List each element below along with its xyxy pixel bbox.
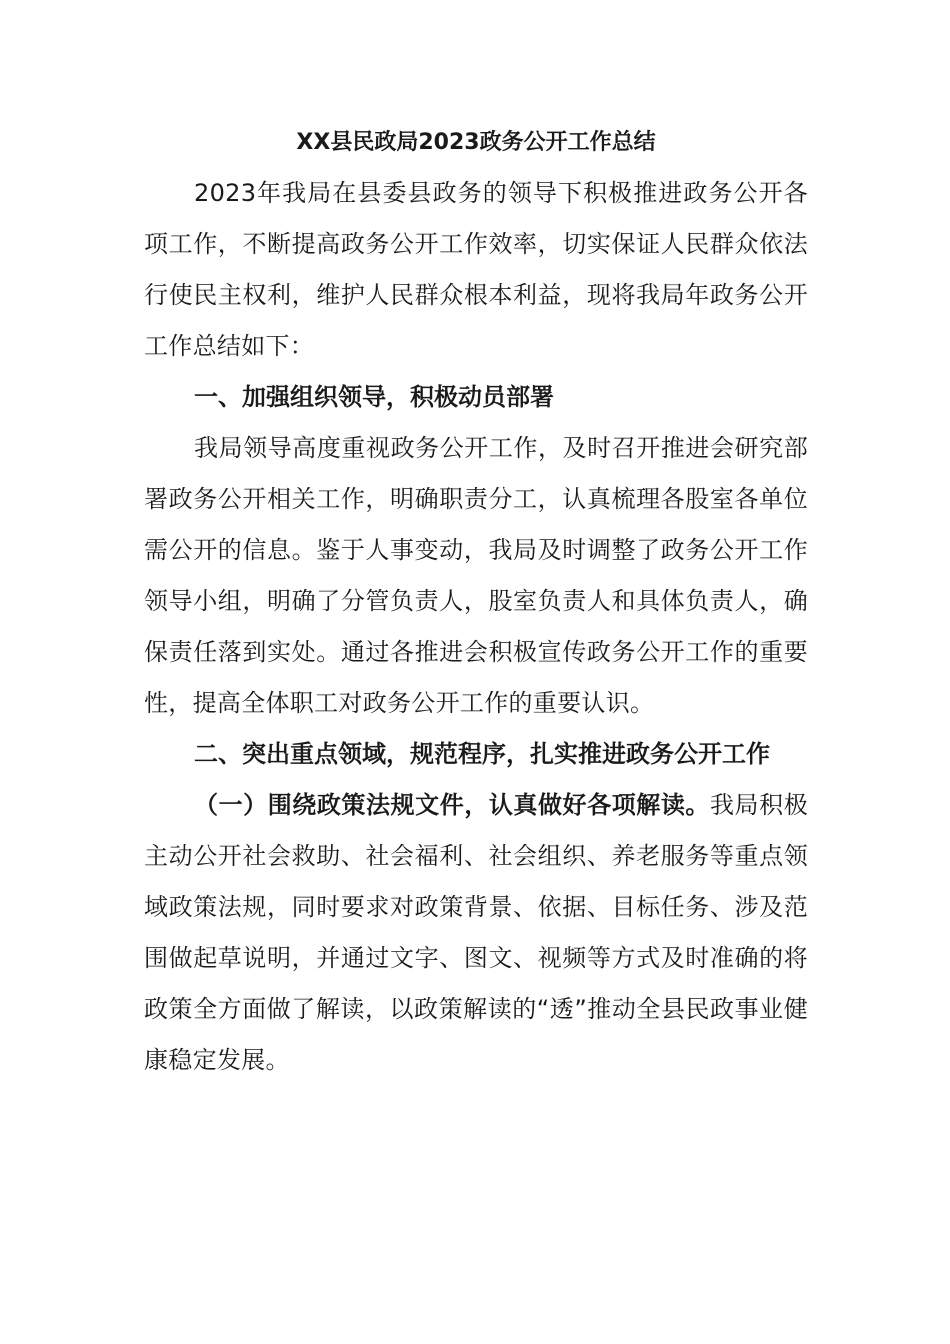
intro-paragraph: 2023年我局在县委县政务的领导下积极推进政务公开各项工作，不断提高政务公开工作效率，切实保证人民群众依法行使民主权利，维护人民群众根本利益，现将我局年政务公开工作总结如下： <box>144 179 808 360</box>
section-2-sub-1-paragraph <box>144 780 808 1086</box>
document-body <box>144 118 808 1086</box>
section-2-sub-1-lead: （一）围绕政策法规文件，认真做好各项解读。 <box>194 791 710 819</box>
section-2-heading: 二、突出重点领域，规范程序，扎实推进政务公开工作 <box>194 740 770 768</box>
section-1-paragraph: 我局领导高度重视政务公开工作，及时召开推进会研究部署政务公开相关工作，明确职责分工，认真梳理各股室各单位需公开的信息。鉴于人事变动，我局及时调整了政务公开工作领导小组，明确了分管负责人，股室负责人和具体负责人，确保责任落到实处。通过各推进会积极宣传政务公开工作的重要性，提高全体职工对政务公开工作的重要认识。 <box>144 434 808 717</box>
document-title: XX县民政局2023政务公开工作总结 <box>296 130 656 155</box>
section-1-heading: 一、加强组织领导，积极动员部署 <box>194 383 554 411</box>
section-2-sub-1-body: 我局积极主动公开社会救助、社会福利、社会组织、养老服务等重点领域政策法规，同时要求对政策背景、依据、目标任务、涉及范围做起草说明，并通过文字、图文、视频等方式及时准确的将政策全方面做了解读，以政策解读的“透”推动全县民政事业健康稳定发展。 <box>144 791 808 1074</box>
